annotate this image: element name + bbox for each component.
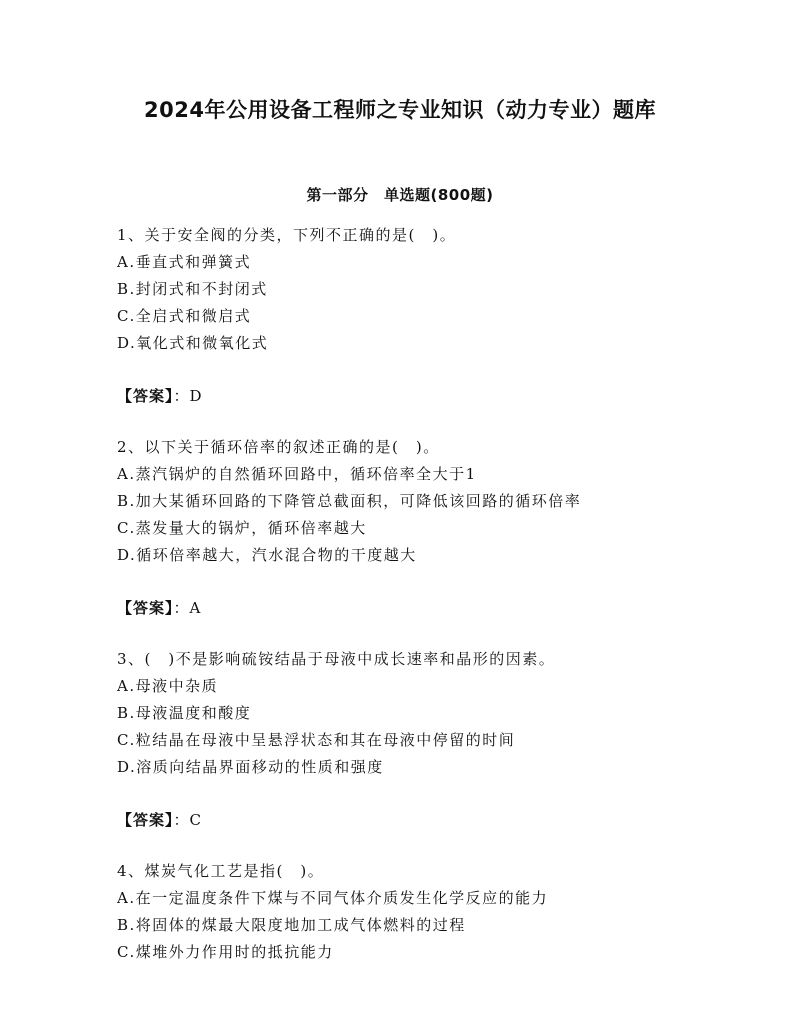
question-stem: 2、以下关于循环倍率的叙述正确的是( )。	[117, 438, 440, 456]
option-a: A.蒸汽锅炉的自然循环回路中，循环倍率全大于1	[117, 465, 477, 483]
answer-line	[117, 807, 717, 834]
option-c: C.全启式和微启式	[117, 307, 252, 325]
question-2	[117, 434, 717, 622]
document-title: 2024年公用设备工程师之专业知识（动力专业）题库	[144, 98, 656, 122]
question-list	[117, 222, 717, 966]
answer-value: A	[189, 599, 202, 617]
question-stem: 3、( )不是影响硫铵结晶于母液中成长速率和晶形的因素。	[117, 650, 556, 668]
option-d: D.氧化式和微氧化式	[117, 334, 269, 352]
answer-separator: ：	[173, 811, 190, 829]
option-c: C.蒸发量大的锅炉，循环倍率越大	[117, 519, 367, 537]
answer-label: 【答案】	[117, 387, 174, 405]
section-heading: 第一部分 单选题(800题)	[306, 186, 494, 204]
answer-value: C	[189, 811, 203, 829]
option-d: D.循环倍率越大，汽水混合物的干度越大	[117, 546, 417, 564]
answer-value: D	[189, 387, 203, 405]
option-c: C.粒结晶在母液中呈悬浮状态和其在母液中停留的时间	[117, 731, 516, 749]
question-stem: 4、煤炭气化工艺是指( )。	[117, 862, 325, 880]
answer-line	[117, 383, 717, 410]
question-1	[117, 222, 717, 410]
answer-label: 【答案】	[117, 599, 174, 617]
question-stem: 1、关于安全阀的分类，下列不正确的是( )。	[117, 226, 457, 244]
option-b: B.加大某循环回路的下降管总截面积，可降低该回路的循环倍率	[117, 492, 582, 510]
question-4	[117, 858, 717, 966]
option-c: C.煤堆外力作用时的抵抗能力	[117, 943, 334, 961]
option-b: B.封闭式和不封闭式	[117, 280, 268, 298]
option-b: B.母液温度和酸度	[117, 704, 252, 722]
option-b: B.将固体的煤最大限度地加工成气体燃料的过程	[117, 916, 466, 934]
option-a: A.垂直式和弹簧式	[117, 253, 252, 271]
option-a: A.在一定温度条件下煤与不同气体介质发生化学反应的能力	[117, 889, 549, 907]
answer-separator: ：	[173, 599, 190, 617]
option-d: D.溶质向结晶界面移动的性质和强度	[117, 758, 384, 776]
answer-separator: ：	[173, 387, 190, 405]
option-a: A.母液中杂质	[117, 677, 219, 695]
answer-line	[117, 595, 717, 622]
question-3	[117, 646, 717, 834]
answer-label: 【答案】	[117, 811, 174, 829]
